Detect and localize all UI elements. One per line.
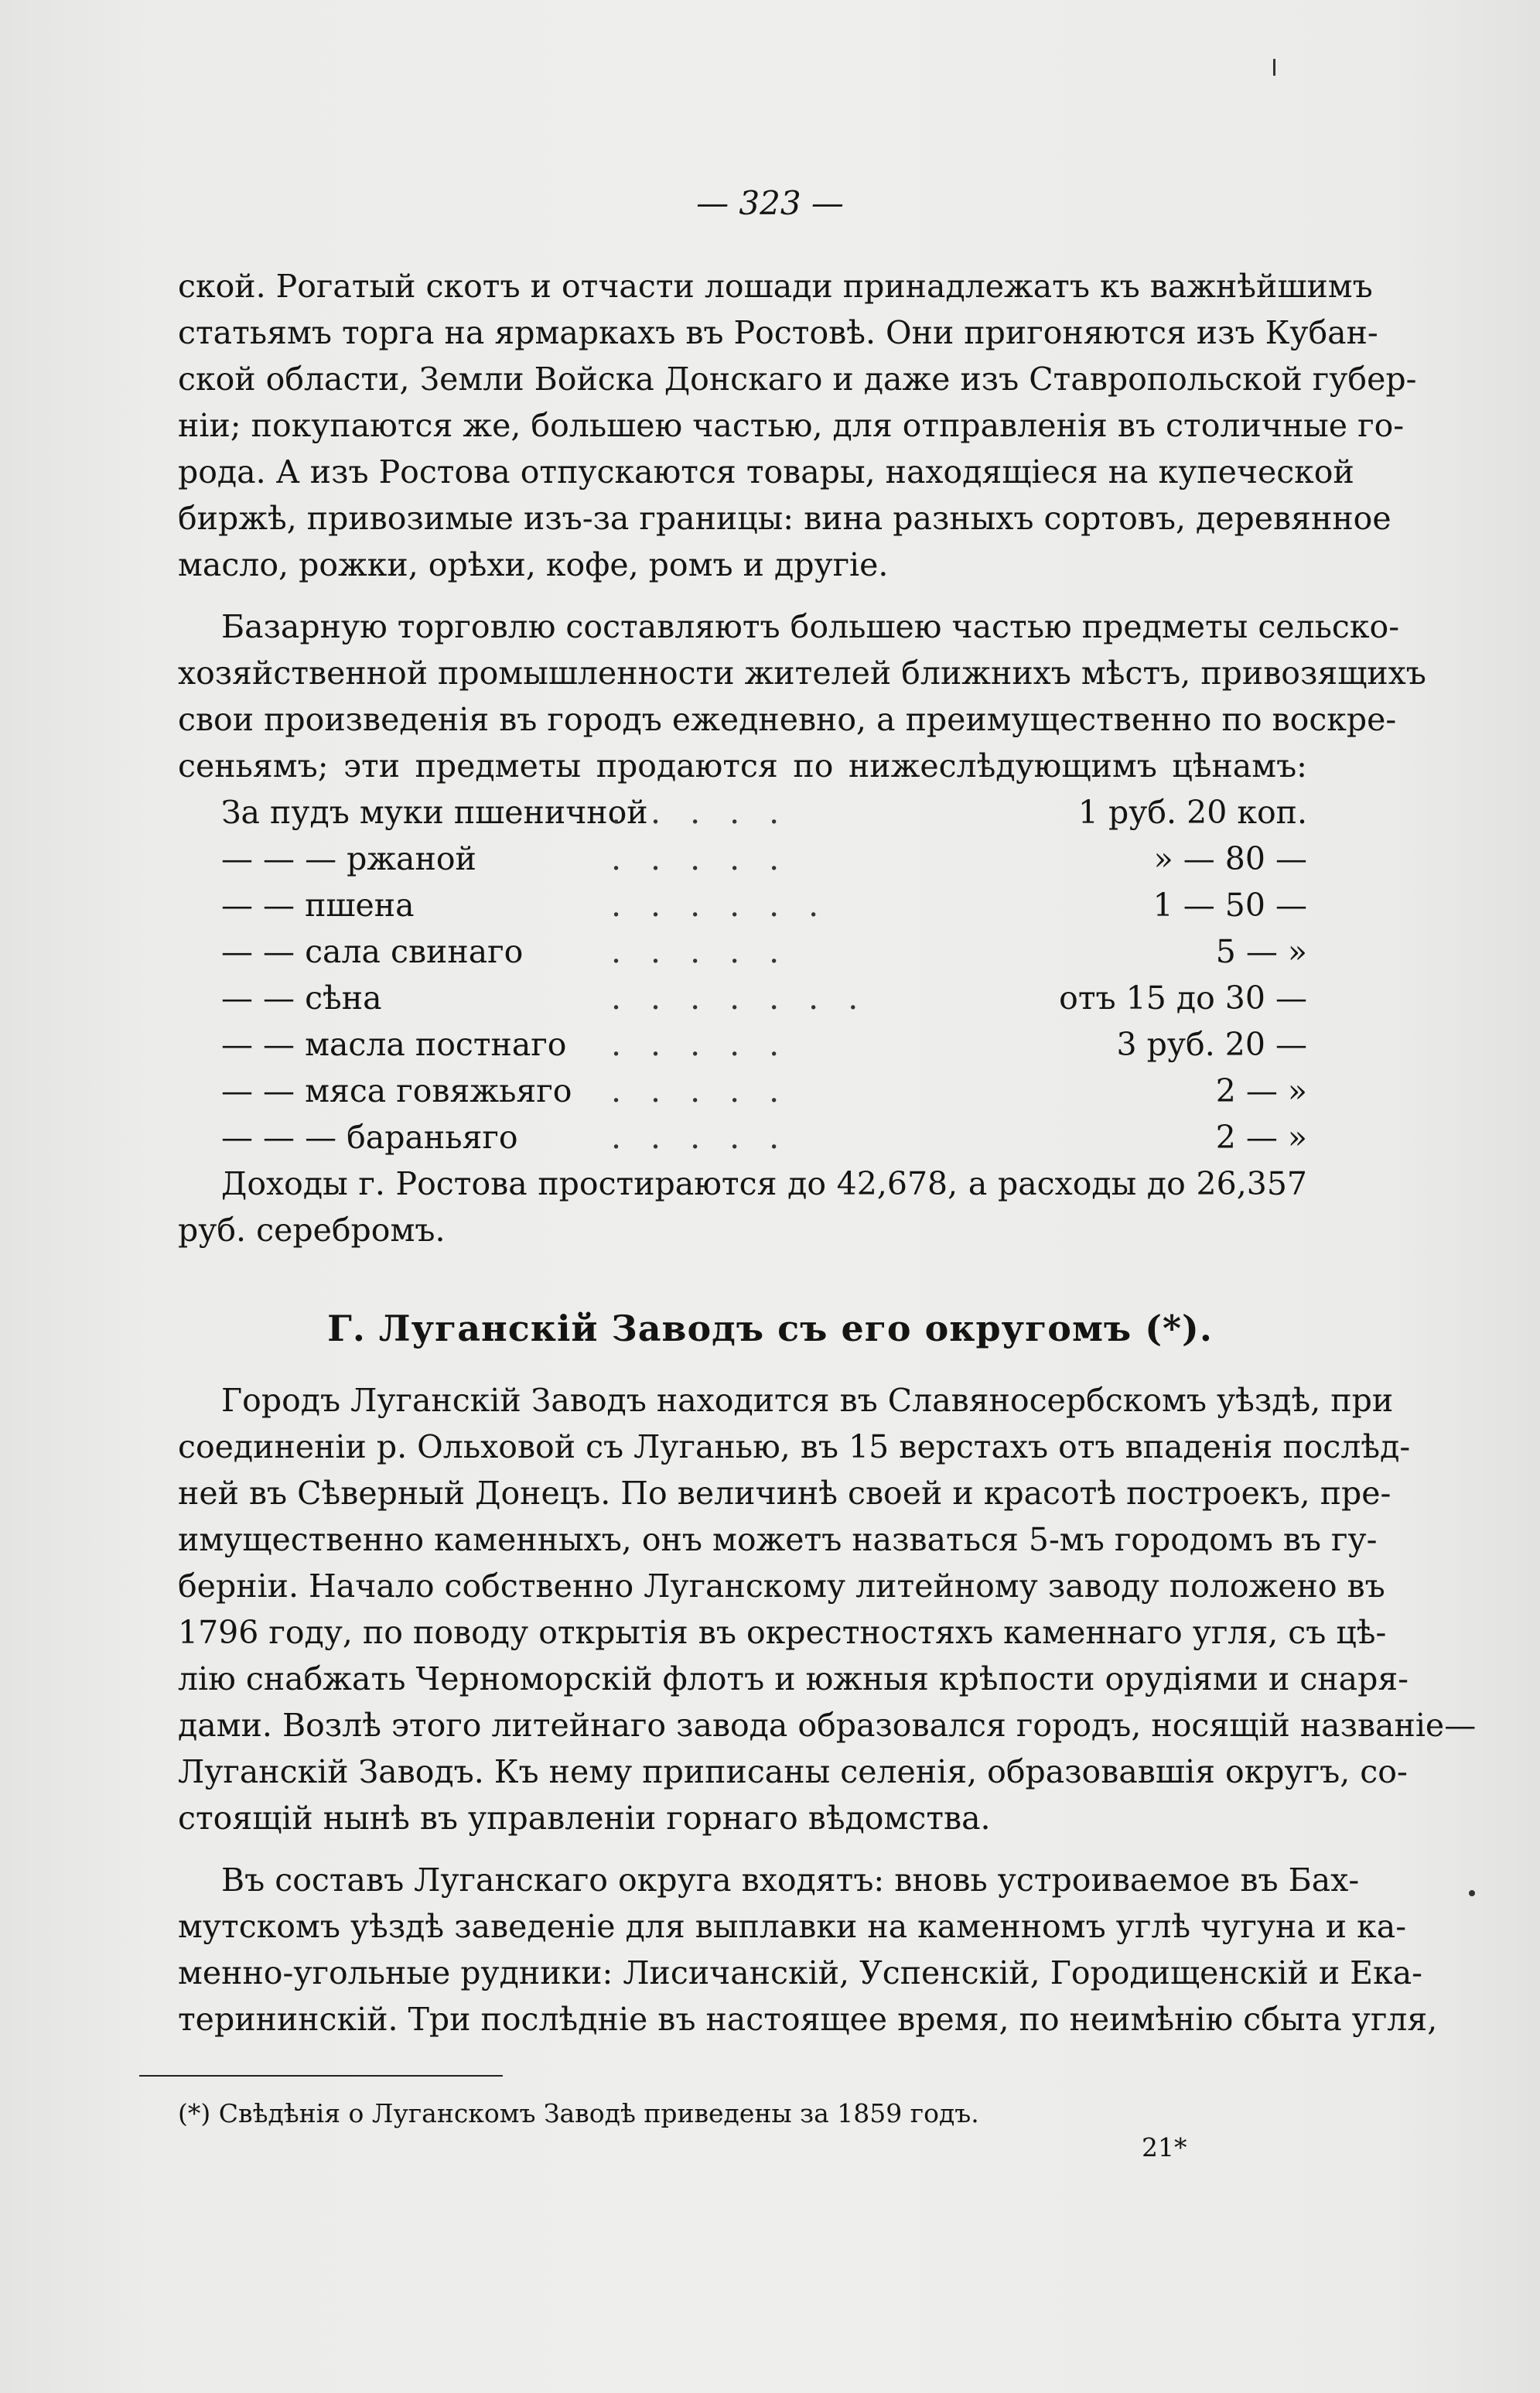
text-line: рода. А изъ Ростова отпускаются товары, находящіеся на купеческой xyxy=(178,453,1354,491)
price-value: 1 руб. 20 коп. xyxy=(1077,794,1307,831)
text-line: биржѣ, привозимые изъ-за границы: вина разныхъ сортовъ, деревянное xyxy=(178,500,1391,537)
leader-dots: ..... xyxy=(611,840,809,877)
leader-dots: ..... xyxy=(611,933,809,970)
price-row xyxy=(178,789,1307,836)
price-item: — — мяса говяжьяго xyxy=(221,1072,572,1109)
paragraph-livestock-trade xyxy=(178,263,1417,588)
leader-dots: ..... xyxy=(611,794,809,831)
price-row xyxy=(178,882,1307,928)
section-heading: Г. Луганскій Заводъ съ его округомъ (*). xyxy=(327,1308,1213,1349)
price-value: отъ 15 до 30 — xyxy=(1059,979,1307,1017)
text-line: 1796 году, по поводу открытія въ окрестностяхъ каменнаго угля, съ цѣ- xyxy=(178,1614,1387,1651)
price-row xyxy=(178,928,1307,975)
leader-dots: ...... xyxy=(611,887,849,924)
text-line: Въ составъ Луганскаго округа входятъ: вновь устроиваемое въ Бах- xyxy=(221,1861,1360,1899)
text-line: имущественно каменныхъ, онъ можетъ назваться 5-мъ городомъ въ гу- xyxy=(178,1521,1378,1558)
footnote: (*) Свѣдѣнія о Луганскомъ Заводѣ приведены за 1859 годъ. xyxy=(178,2098,979,2128)
price-item: За пудъ муки пшеничной xyxy=(221,794,648,831)
price-value: » — 80 — xyxy=(1153,840,1307,877)
text-line: дами. Возлѣ этого литейнаго завода образовался городъ, носящій названіе— xyxy=(178,1707,1477,1744)
leader-dots: ..... xyxy=(611,1119,809,1156)
text-line: Городъ Луганскій Заводъ находится въ Славяносербскомъ уѣздѣ, при xyxy=(221,1382,1394,1419)
price-item: — — масла постнаго xyxy=(221,1026,567,1063)
price-item: — — сѣна xyxy=(221,979,382,1017)
text-line: хозяйственной промышленности жителей ближнихъ мѣстъ, привозящихъ xyxy=(178,655,1426,692)
text-line: берніи. Начало собственно Луганскому литейному заводу положено въ xyxy=(178,1567,1385,1605)
price-item: — — — ржаной xyxy=(221,840,476,877)
price-row xyxy=(178,836,1307,882)
price-value: 2 — » xyxy=(1215,1119,1307,1156)
page-number: — 323 — xyxy=(696,184,844,222)
price-row xyxy=(178,1068,1307,1114)
text-line: менно-угольные рудники: Лисичанскій, Успенскій, Городищенскій и Ека- xyxy=(178,1954,1423,1991)
text-line: ской области, Земли Войска Донскаго и даже изъ Ставропольской губер- xyxy=(178,361,1417,398)
leader-dots: ....... xyxy=(611,979,888,1017)
ink-speck xyxy=(1469,1890,1475,1896)
text-line: статьямъ торга на ярмаркахъ въ Ростовѣ. Они пригоняются изъ Кубан- xyxy=(178,314,1378,351)
text-line: масло, рожки, орѣхи, кофе, ромъ и другіе. xyxy=(178,546,889,583)
paragraph-lugansk-district xyxy=(178,1857,1438,2043)
text-line: Луганскій Заводъ. Къ нему приписаны селенія, образовавшія округъ, со- xyxy=(178,1753,1408,1790)
text-line: соединеніи р. Ольховой съ Луганью, въ 15 верстахъ отъ впаденія послѣд- xyxy=(178,1428,1411,1465)
text-line: стоящій нынѣ въ управленіи горнаго вѣдомства. xyxy=(178,1800,991,1837)
text-line: Базарную торговлю составляютъ большею частью предметы сельско- xyxy=(221,608,1400,645)
price-row xyxy=(178,975,1307,1021)
text-line: свои произведенія въ городъ ежедневно, а преимущественно по воскре- xyxy=(178,701,1397,738)
paragraph-bazaar-trade xyxy=(178,603,1426,789)
price-list xyxy=(178,789,1307,1161)
price-item: — — — бараньяго xyxy=(221,1119,518,1156)
text-line: сеньямъ; эти предметы продаются по нижеслѣдующимъ цѣнамъ: xyxy=(178,747,1307,785)
text-line: руб. серебромъ. xyxy=(178,1212,446,1249)
paragraph-city-finances xyxy=(178,1161,1307,1253)
price-item: — — сала свинаго xyxy=(221,933,524,970)
leader-dots: ..... xyxy=(611,1026,809,1063)
price-row xyxy=(178,1114,1307,1161)
paragraph-lugansk-description xyxy=(178,1377,1477,1841)
text-line: ней въ Сѣверный Донецъ. По величинѣ своей и красотѣ построекъ, пре- xyxy=(178,1475,1391,1512)
text-line: Доходы г. Ростова простираются до 42,678, а расходы до 26,357 xyxy=(221,1165,1307,1202)
price-value: 5 — » xyxy=(1215,933,1307,970)
price-row xyxy=(178,1021,1307,1068)
text-line: ніи; покупаются же, большею частью, для отправленія въ столичные го- xyxy=(178,407,1405,444)
price-item: — — пшена xyxy=(221,887,415,924)
price-value: 2 — » xyxy=(1215,1072,1307,1109)
leader-dots: ..... xyxy=(611,1072,809,1109)
ink-speck xyxy=(1273,59,1275,76)
price-value: 1 — 50 — xyxy=(1152,887,1307,924)
text-line: мутскомъ уѣздѣ заведеніе для выплавки на каменномъ углѣ чугуна и ка- xyxy=(178,1908,1407,1945)
price-value: 3 руб. 20 — xyxy=(1116,1026,1307,1063)
footnote-divider xyxy=(139,2075,503,2077)
text-line: ской. Рогатый скотъ и отчасти лошади принадлежатъ къ важнѣйшимъ xyxy=(178,268,1373,305)
printer-signature-mark: 21* xyxy=(1142,2132,1187,2162)
text-line: терининскій. Три послѣдніе въ настоящее время, по неимѣнію сбыта угля, xyxy=(178,2001,1438,2038)
text-line: лію снабжать Черноморскій флотъ и южныя крѣпости орудіями и снаря- xyxy=(178,1660,1409,1697)
